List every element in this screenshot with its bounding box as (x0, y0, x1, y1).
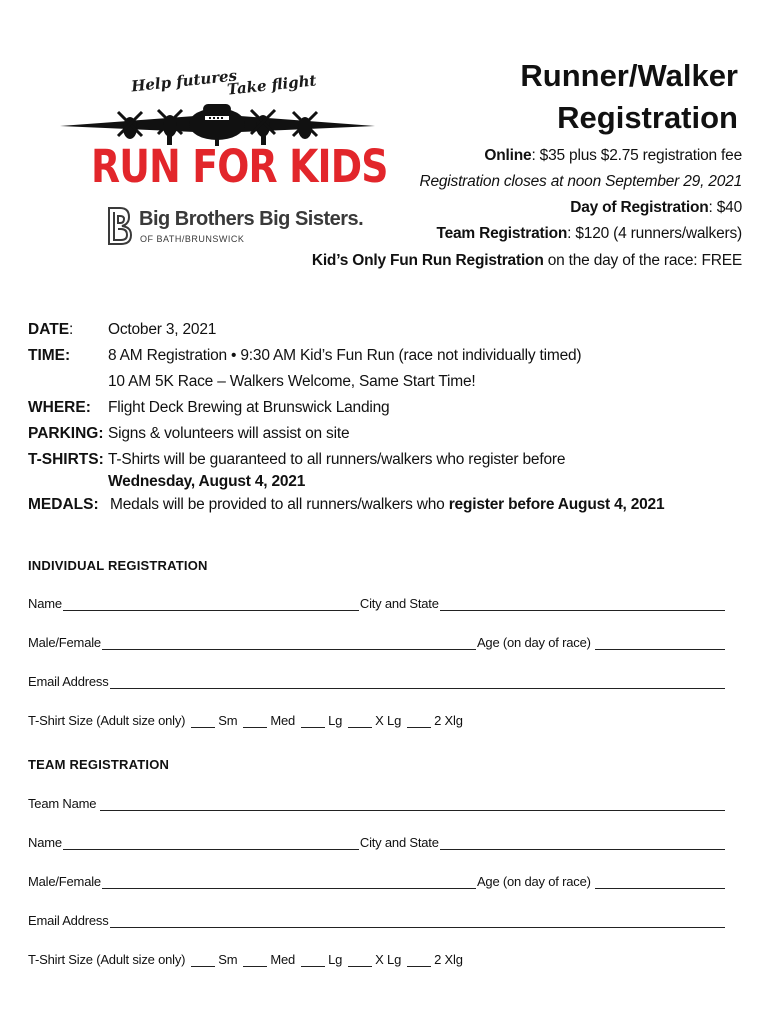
parking-label: PARKING: (28, 425, 104, 442)
individual-tshirt-row (28, 713, 726, 728)
team-gender-label: Male/Female (28, 874, 101, 889)
team-tshirt-size-label: T-Shirt Size (Adult size only) (28, 952, 186, 967)
team-gender-row (28, 874, 726, 889)
date-value: October 3, 2021 (108, 321, 217, 338)
gender-field[interactable] (102, 637, 476, 650)
logo-tagline-right: Take flight (226, 71, 318, 99)
name-label: Name (28, 596, 62, 611)
size-option-2xlg[interactable]: 2 Xlg (401, 713, 463, 728)
individual-registration-heading: INDIVIDUAL REGISTRATION (28, 558, 208, 573)
team-age-label: Age (on day of race) (476, 874, 591, 889)
team-email-label: Email Address (28, 913, 109, 928)
time-label: TIME: (28, 347, 71, 364)
registration-closes: Registration closes at noon September 29, 2021 (419, 173, 742, 190)
email-label: Email Address (28, 674, 109, 689)
individual-email-row (28, 674, 726, 689)
team-member-name-row (28, 835, 726, 850)
team-size-option-med[interactable]: Med (237, 952, 295, 967)
online-fee: Online: $35 plus $2.75 registration fee (484, 147, 742, 164)
team-city-state-field[interactable] (440, 837, 725, 850)
name-field[interactable] (63, 598, 359, 611)
time-value-1: 8 AM Registration • 9:30 AM Kid’s Fun Run (race not individually timed) (108, 347, 582, 364)
team-city-state-label: City and State (359, 835, 439, 850)
logo-tagline-left: Help futures (130, 66, 238, 96)
bbbs-org-sub: OF BATH/BRUNSWICK (140, 234, 245, 244)
team-size-option-2xlg[interactable]: 2 Xlg (401, 952, 463, 967)
team-name-label: Team Name (28, 796, 97, 811)
individual-gender-row (28, 635, 726, 650)
page-title-line2: Registration (557, 100, 738, 135)
team-email-row (28, 913, 726, 928)
day-of-fee: Day of Registration: $40 (570, 199, 742, 216)
team-tshirt-row (28, 952, 726, 967)
individual-name-row (28, 596, 726, 611)
tshirts-value-1: T-Shirts will be guaranteed to all runners/walkers who register before (108, 451, 566, 468)
age-field[interactable] (595, 637, 725, 650)
medals-label: MEDALS: (28, 496, 99, 513)
gender-label: Male/Female (28, 635, 101, 650)
bbbs-logo-icon (107, 206, 135, 246)
team-name-row (28, 796, 726, 811)
parking-value: Signs & volunteers will assist on site (108, 425, 350, 442)
date-label: DATE: (28, 321, 74, 338)
size-option-med[interactable]: Med (237, 713, 295, 728)
team-fee: Team Registration: $120 (4 runners/walkers) (436, 225, 742, 242)
run-for-kids-logo (55, 62, 388, 262)
tshirts-value-2: Wednesday, August 4, 2021 (108, 473, 306, 490)
city-state-field[interactable] (440, 598, 725, 611)
team-gender-field[interactable] (102, 876, 476, 889)
team-age-field[interactable] (595, 876, 725, 889)
time-value-2: 10 AM 5K Race – Walkers Welcome, Same Start Time! (108, 373, 476, 390)
team-member-name-label: Name (28, 835, 62, 850)
where-label: WHERE: (28, 399, 91, 416)
team-member-name-field[interactable] (63, 837, 359, 850)
size-option-lg[interactable]: Lg (295, 713, 342, 728)
team-name-field[interactable] (100, 798, 725, 811)
kids-run-fee: Kid’s Only Fun Run Registration on the day of the race: FREE (311, 252, 742, 269)
size-option-sm[interactable]: Sm (185, 713, 237, 728)
age-label: Age (on day of race) (476, 635, 591, 650)
email-field[interactable] (110, 676, 726, 689)
team-registration-heading: TEAM REGISTRATION (28, 757, 170, 772)
tshirt-size-label: T-Shirt Size (Adult size only) (28, 713, 186, 728)
medals-value: Medals will be provided to all runners/walkers who register before August 4, 2021 (110, 496, 665, 513)
team-email-field[interactable] (110, 915, 726, 928)
team-size-option-sm[interactable]: Sm (185, 952, 237, 967)
team-size-option-lg[interactable]: Lg (295, 952, 342, 967)
size-option-xlg[interactable]: X Lg (342, 713, 401, 728)
city-state-label: City and State (359, 596, 439, 611)
team-size-option-xlg[interactable]: X Lg (342, 952, 401, 967)
logo-run-for-kids: RUN FOR KIDS (91, 140, 388, 193)
page-title-line1: Runner/Walker (520, 58, 738, 93)
where-value: Flight Deck Brewing at Brunswick Landing (108, 399, 390, 416)
bbbs-org-name: Big Brothers Big Sisters. (139, 208, 364, 230)
tshirts-label: T-SHIRTS: (28, 451, 104, 468)
